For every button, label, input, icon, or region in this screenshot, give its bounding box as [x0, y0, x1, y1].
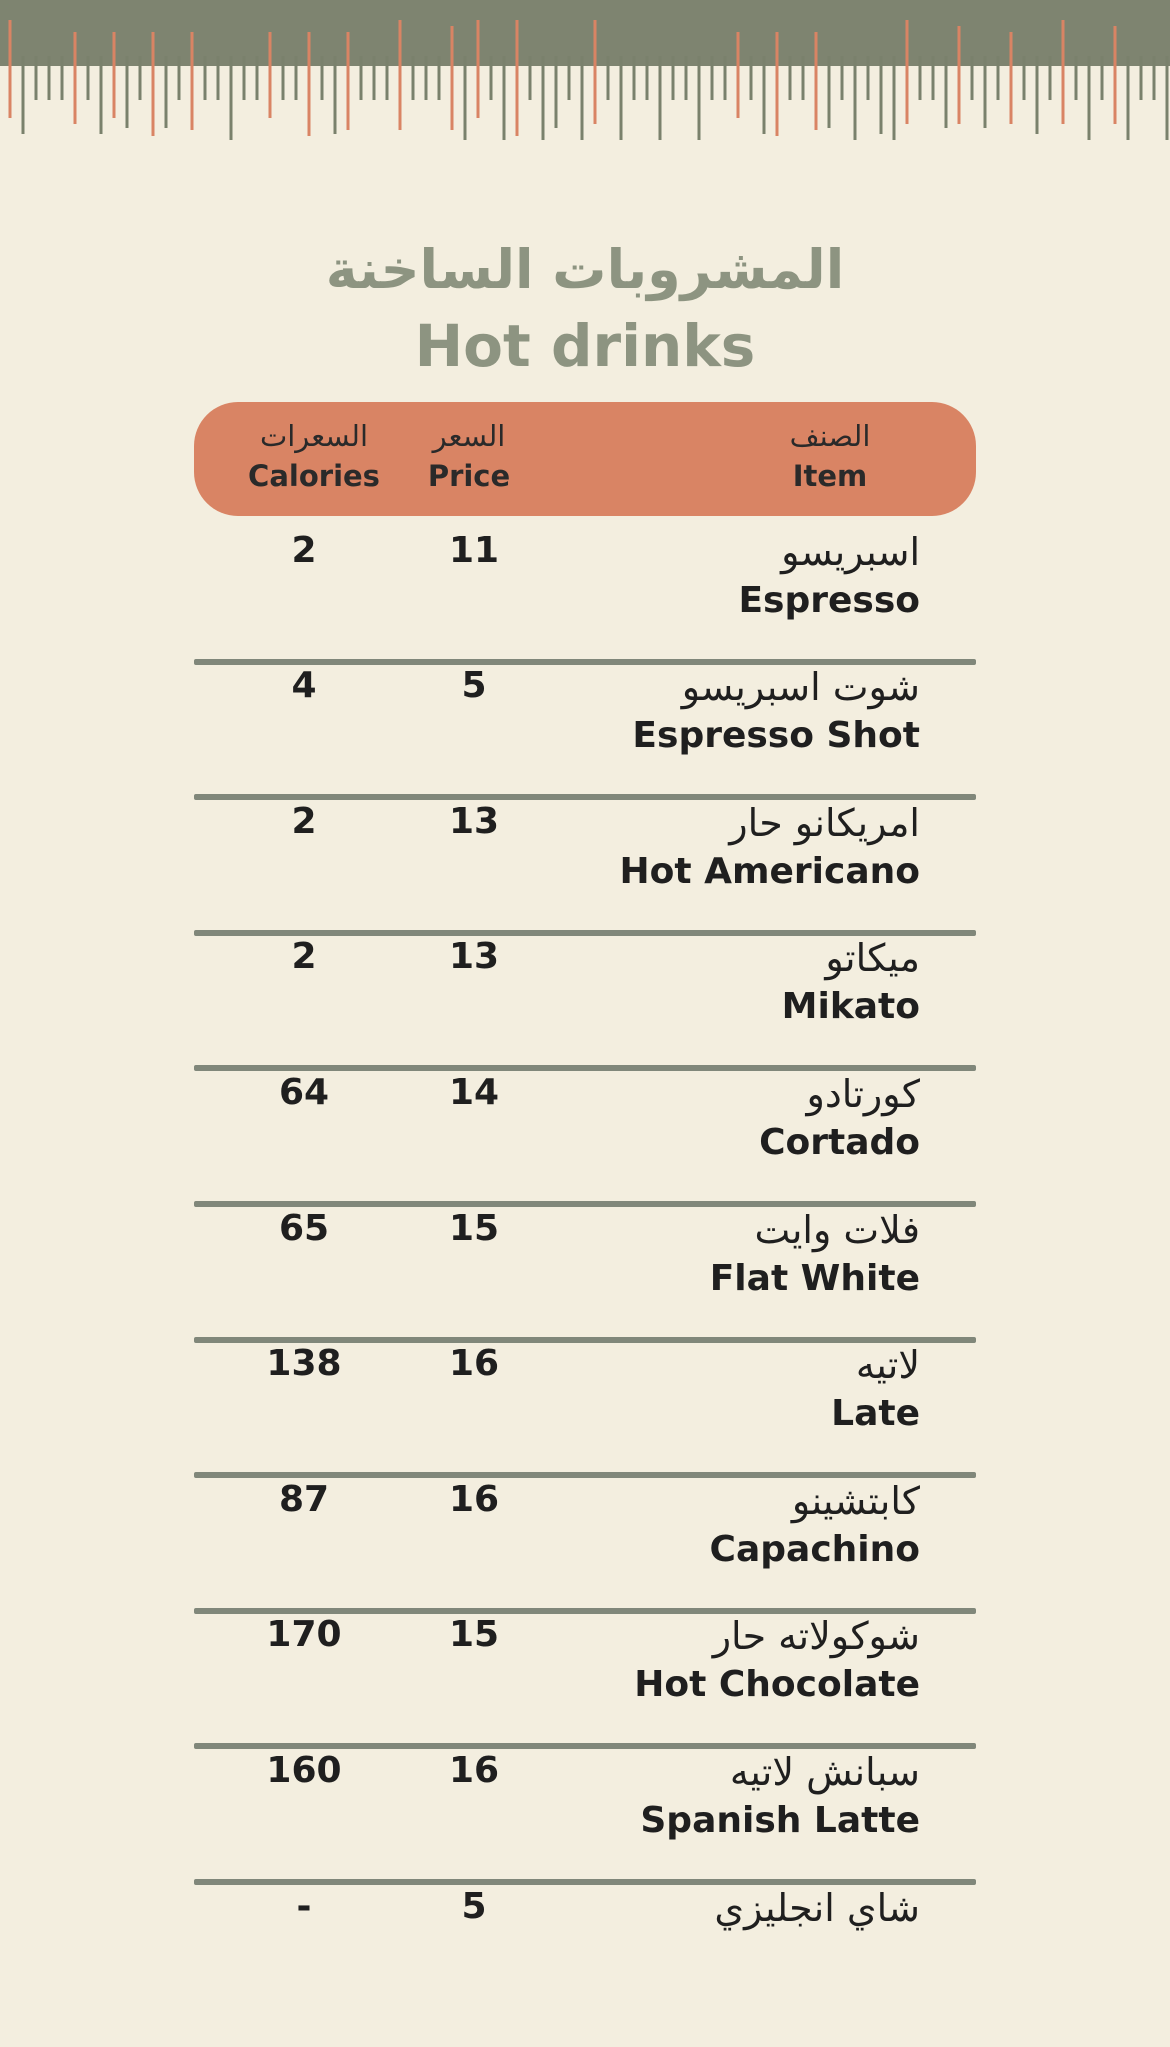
- menu-row: [194, 1614, 976, 1749]
- header-price: [404, 418, 534, 498]
- item-name-en: Cortado: [759, 1122, 920, 1163]
- header-calories: [224, 418, 404, 498]
- item-price: 15: [448, 1208, 500, 1249]
- item-name-ar: شاي انجليزي: [714, 1886, 920, 1930]
- item-name-en: Spanish Latte: [640, 1800, 920, 1841]
- item-name-en: Flat White: [709, 1258, 920, 1299]
- item-name-ar: لاتيه: [855, 1343, 920, 1387]
- menu-row: [194, 1750, 976, 1885]
- item-name-ar: ميكاتو: [825, 936, 920, 980]
- item-price: 13: [448, 936, 500, 977]
- header-calories-ar: السعرات: [259, 419, 369, 453]
- item-name-en: Mikato: [781, 986, 920, 1027]
- item-price: 16: [448, 1479, 500, 1520]
- menu-row: [194, 1343, 976, 1478]
- item-calories: 87: [278, 1479, 330, 1520]
- header-price-ar: السعر: [432, 419, 506, 453]
- item-name-en: Hot Americano: [619, 851, 920, 892]
- item-calories: 160: [266, 1750, 342, 1791]
- item-calories: 138: [266, 1343, 342, 1384]
- item-name-en: Espresso Shot: [632, 715, 920, 756]
- menu-row: [194, 801, 976, 936]
- header-item: [750, 418, 910, 498]
- item-calories: 2: [291, 801, 317, 842]
- menu-row: [194, 1479, 976, 1614]
- item-name-ar: كابتشينو: [791, 1479, 920, 1523]
- row-divider: [194, 1201, 976, 1207]
- menu-row: [194, 1208, 976, 1343]
- item-price: 11: [448, 530, 500, 571]
- item-price: 5: [461, 1886, 487, 1927]
- item-name-ar: امريكانو حار: [729, 801, 920, 845]
- item-price: 5: [461, 665, 487, 706]
- header-calories-en: Calories: [248, 459, 380, 493]
- row-divider: [194, 1065, 976, 1071]
- row-divider: [194, 1472, 976, 1478]
- item-price: 15: [448, 1614, 500, 1655]
- item-calories: 4: [291, 665, 317, 706]
- item-name-ar: كورتادو: [806, 1072, 920, 1116]
- item-calories: 170: [266, 1614, 342, 1655]
- item-name-ar: سبانش لاتيه: [729, 1750, 920, 1794]
- table-header: [194, 402, 976, 516]
- row-divider: [194, 1879, 976, 1885]
- item-calories: 65: [278, 1208, 330, 1249]
- item-name-ar: شوكولاته حار: [712, 1614, 920, 1658]
- item-calories: 2: [291, 936, 317, 977]
- page-title-arabic: المشروبات الساخنة: [325, 238, 845, 301]
- header-item-ar: الصنف: [789, 419, 871, 453]
- item-name-ar: شوت اسبريسو: [681, 665, 920, 709]
- item-price: 14: [448, 1072, 500, 1113]
- item-calories: -: [296, 1886, 312, 1927]
- row-divider: [194, 794, 976, 800]
- menu-row: [194, 530, 976, 665]
- menu-row: [194, 665, 976, 800]
- header-item-en: Item: [792, 459, 868, 493]
- row-divider: [194, 1743, 976, 1749]
- item-name-en: Hot Chocolate: [634, 1664, 920, 1705]
- item-name-ar: فلات وايت: [754, 1208, 920, 1252]
- item-price: 16: [448, 1750, 500, 1791]
- item-name-ar: اسبريسو: [781, 530, 920, 574]
- item-name-en: Capachino: [709, 1529, 920, 1570]
- item-calories: 2: [291, 530, 317, 571]
- item-name-en: Late: [831, 1393, 920, 1434]
- item-name-en: Espresso: [738, 580, 920, 621]
- item-price: 13: [448, 801, 500, 842]
- item-calories: 64: [278, 1072, 330, 1113]
- menu-row: [194, 1886, 976, 2021]
- tick-pattern-decoration: [0, 0, 1170, 145]
- menu-row: [194, 936, 976, 1071]
- page-title-english: Hot drinks: [414, 312, 756, 380]
- item-price: 16: [448, 1343, 500, 1384]
- header-price-en: Price: [427, 459, 511, 493]
- menu-row: [194, 1072, 976, 1207]
